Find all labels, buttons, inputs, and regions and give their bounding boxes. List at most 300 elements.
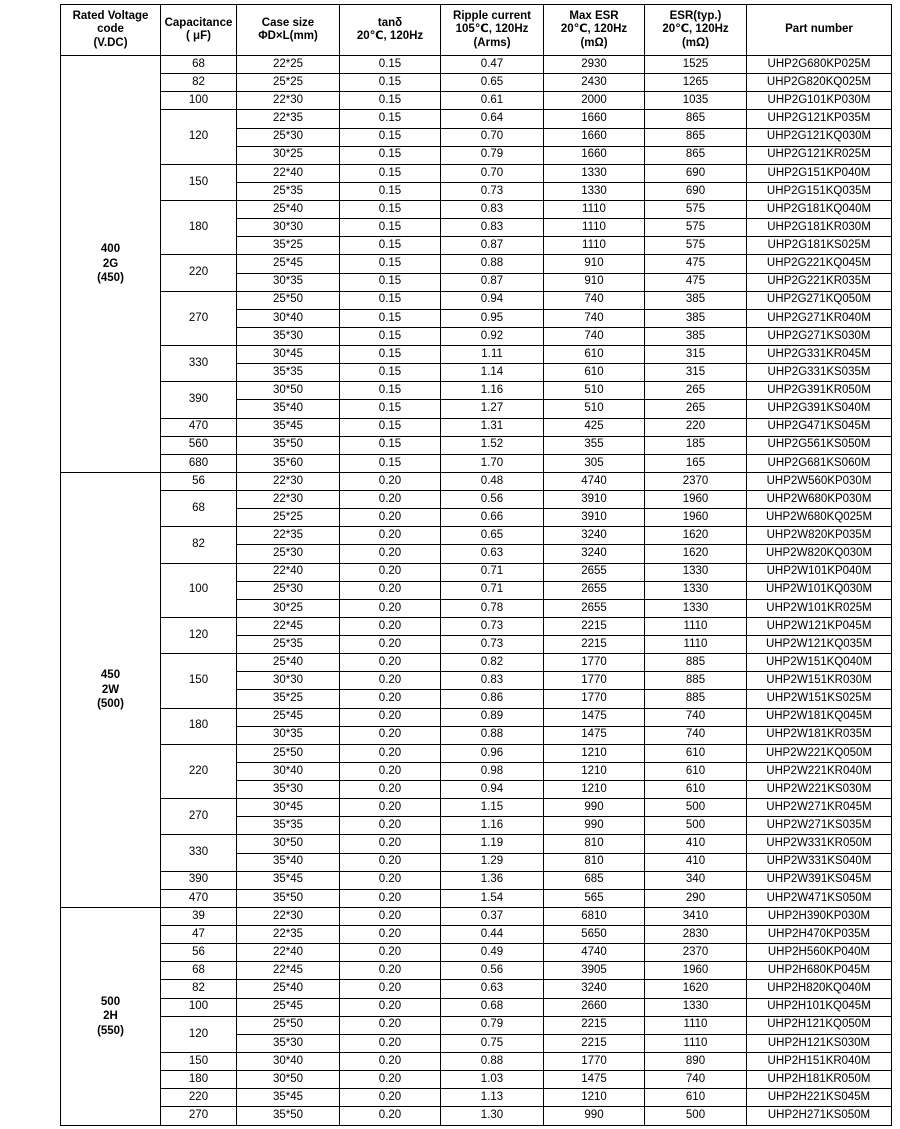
part-number-cell: UHP2W221KR040M bbox=[747, 762, 892, 780]
max-esr-cell: 4740 bbox=[544, 472, 645, 490]
case-size-cell: 22*35 bbox=[237, 926, 340, 944]
max-esr-cell: 1110 bbox=[544, 201, 645, 219]
ripple-current-cell: 0.47 bbox=[441, 56, 544, 74]
ripple-current-cell: 1.29 bbox=[441, 853, 544, 871]
part-number-cell: UHP2G271KS030M bbox=[747, 327, 892, 345]
case-size-cell: 30*50 bbox=[237, 835, 340, 853]
max-esr-cell: 810 bbox=[544, 835, 645, 853]
max-esr-cell: 3240 bbox=[544, 527, 645, 545]
esr-typ-cell: 690 bbox=[645, 164, 747, 182]
case-size-cell: 22*40 bbox=[237, 944, 340, 962]
case-size-cell: 25*50 bbox=[237, 744, 340, 762]
case-size-cell: 30*50 bbox=[237, 382, 340, 400]
max-esr-cell: 1330 bbox=[544, 164, 645, 182]
capacitance-cell: 56 bbox=[161, 944, 237, 962]
tan-delta-cell: 0.15 bbox=[340, 454, 441, 472]
table-row bbox=[61, 998, 892, 1016]
tan-delta-cell: 0.20 bbox=[340, 998, 441, 1016]
header-line: ( μF) bbox=[186, 30, 211, 42]
header-tan-delta bbox=[340, 5, 441, 56]
ripple-current-cell: 1.30 bbox=[441, 1107, 544, 1126]
part-number-cell: UHP2G151KP040M bbox=[747, 164, 892, 182]
table-row bbox=[61, 980, 892, 998]
esr-typ-cell: 290 bbox=[645, 889, 747, 907]
tan-delta-cell: 0.15 bbox=[340, 364, 441, 382]
table-row bbox=[61, 799, 892, 817]
capacitance-cell: 470 bbox=[161, 418, 237, 436]
ripple-current-cell: 1.36 bbox=[441, 871, 544, 889]
max-esr-cell: 1770 bbox=[544, 690, 645, 708]
header-line: ESR(typ.) bbox=[669, 10, 722, 23]
rated-voltage-line: 450 bbox=[100, 669, 121, 682]
tan-delta-cell: 0.20 bbox=[340, 889, 441, 907]
case-size-cell: 22*45 bbox=[237, 962, 340, 980]
esr-typ-cell: 610 bbox=[645, 744, 747, 762]
esr-typ-cell: 385 bbox=[645, 291, 747, 309]
case-size-cell: 25*50 bbox=[237, 1016, 340, 1034]
part-number-cell: UHP2W101KQ030M bbox=[747, 581, 892, 599]
max-esr-cell: 1110 bbox=[544, 219, 645, 237]
case-size-cell: 25*25 bbox=[237, 509, 340, 527]
case-size-cell: 25*45 bbox=[237, 255, 340, 273]
tan-delta-cell: 0.15 bbox=[340, 309, 441, 327]
header-line: 105℃, 120Hz bbox=[455, 23, 529, 36]
ripple-current-cell: 1.15 bbox=[441, 799, 544, 817]
tan-delta-cell: 0.20 bbox=[340, 1107, 441, 1126]
case-size-cell: 25*40 bbox=[237, 201, 340, 219]
max-esr-cell: 425 bbox=[544, 418, 645, 436]
capacitance-cell: 270 bbox=[161, 799, 237, 835]
case-size-cell: 25*50 bbox=[237, 291, 340, 309]
ripple-current-cell: 0.63 bbox=[441, 545, 544, 563]
table-row bbox=[61, 164, 892, 182]
tan-delta-cell: 0.15 bbox=[340, 110, 441, 128]
table-row bbox=[61, 527, 892, 545]
part-number-cell: UHP2G681KS060M bbox=[747, 454, 892, 472]
max-esr-cell: 510 bbox=[544, 382, 645, 400]
tan-delta-cell: 0.15 bbox=[340, 346, 441, 364]
max-esr-cell: 1210 bbox=[544, 744, 645, 762]
capacitance-cell: 220 bbox=[161, 744, 237, 798]
esr-typ-cell: 890 bbox=[645, 1052, 747, 1070]
part-number-cell: UHP2G331KR045M bbox=[747, 346, 892, 364]
rated-voltage-line: (550) bbox=[97, 1024, 124, 1037]
esr-typ-cell: 1265 bbox=[645, 74, 747, 92]
max-esr-cell: 1475 bbox=[544, 1071, 645, 1089]
esr-typ-cell: 865 bbox=[645, 128, 747, 146]
part-number-cell: UHP2W820KP035M bbox=[747, 527, 892, 545]
max-esr-cell: 305 bbox=[544, 454, 645, 472]
esr-typ-cell: 885 bbox=[645, 672, 747, 690]
max-esr-cell: 1660 bbox=[544, 110, 645, 128]
max-esr-cell: 3240 bbox=[544, 980, 645, 998]
part-number-cell: UHP2H560KP040M bbox=[747, 944, 892, 962]
header-line: Case size bbox=[261, 16, 315, 29]
case-size-cell: 25*45 bbox=[237, 708, 340, 726]
tan-delta-cell: 0.15 bbox=[340, 255, 441, 273]
case-size-cell: 22*35 bbox=[237, 527, 340, 545]
part-number-cell: UHP2W181KR035M bbox=[747, 726, 892, 744]
capacitor-spec-table bbox=[60, 4, 892, 1126]
case-size-cell: 25*40 bbox=[237, 654, 340, 672]
max-esr-cell: 5650 bbox=[544, 926, 645, 944]
capacitance-cell: 270 bbox=[161, 291, 237, 345]
max-esr-cell: 1330 bbox=[544, 182, 645, 200]
capacitance-cell: 68 bbox=[161, 56, 237, 74]
table-row bbox=[61, 1107, 892, 1126]
esr-typ-cell: 1110 bbox=[645, 636, 747, 654]
part-number-cell: UHP2W151KQ040M bbox=[747, 654, 892, 672]
part-number-cell: UHP2W680KQ025M bbox=[747, 509, 892, 527]
esr-typ-cell: 1110 bbox=[645, 1034, 747, 1052]
header-line: Part number bbox=[785, 23, 853, 36]
header-max-esr bbox=[544, 5, 645, 56]
capacitance-cell: 470 bbox=[161, 889, 237, 907]
table-row bbox=[61, 74, 892, 92]
esr-typ-cell: 1110 bbox=[645, 617, 747, 635]
header-case-size bbox=[237, 5, 340, 56]
tan-delta-cell: 0.15 bbox=[340, 418, 441, 436]
ripple-current-cell: 0.73 bbox=[441, 182, 544, 200]
max-esr-cell: 1770 bbox=[544, 654, 645, 672]
capacitance-cell: 100 bbox=[161, 563, 237, 617]
max-esr-cell: 1475 bbox=[544, 726, 645, 744]
esr-typ-cell: 1035 bbox=[645, 92, 747, 110]
esr-typ-cell: 500 bbox=[645, 817, 747, 835]
tan-delta-cell: 0.15 bbox=[340, 128, 441, 146]
part-number-cell: UHP2W221KS030M bbox=[747, 781, 892, 799]
capacitance-cell: 120 bbox=[161, 617, 237, 653]
capacitance-cell: 220 bbox=[161, 255, 237, 291]
tan-delta-cell: 0.15 bbox=[340, 92, 441, 110]
max-esr-cell: 1475 bbox=[544, 708, 645, 726]
table-row bbox=[61, 962, 892, 980]
ripple-current-cell: 0.73 bbox=[441, 636, 544, 654]
ripple-current-cell: 0.88 bbox=[441, 1052, 544, 1070]
tan-delta-cell: 0.20 bbox=[340, 672, 441, 690]
esr-typ-cell: 475 bbox=[645, 273, 747, 291]
table-row bbox=[61, 744, 892, 762]
part-number-cell: UHP2W680KP030M bbox=[747, 491, 892, 509]
part-number-cell: UHP2G221KQ045M bbox=[747, 255, 892, 273]
esr-typ-cell: 500 bbox=[645, 1107, 747, 1126]
table-row bbox=[61, 1071, 892, 1089]
tan-delta-cell: 0.15 bbox=[340, 327, 441, 345]
capacitance-cell: 180 bbox=[161, 1071, 237, 1089]
part-number-cell: UHP2H390KP030M bbox=[747, 907, 892, 925]
part-number-cell: UHP2H121KS030M bbox=[747, 1034, 892, 1052]
max-esr-cell: 6810 bbox=[544, 907, 645, 925]
ripple-current-cell: 0.83 bbox=[441, 219, 544, 237]
part-number-cell: UHP2W560KP030M bbox=[747, 472, 892, 490]
header-line: (V.DC) bbox=[93, 36, 128, 49]
esr-typ-cell: 165 bbox=[645, 454, 747, 472]
max-esr-cell: 1660 bbox=[544, 146, 645, 164]
max-esr-cell: 1770 bbox=[544, 672, 645, 690]
case-size-cell: 35*60 bbox=[237, 454, 340, 472]
ripple-current-cell: 0.96 bbox=[441, 744, 544, 762]
case-size-cell: 22*30 bbox=[237, 907, 340, 925]
tan-delta-cell: 0.20 bbox=[340, 563, 441, 581]
max-esr-cell: 3905 bbox=[544, 962, 645, 980]
case-size-cell: 30*45 bbox=[237, 346, 340, 364]
part-number-cell: UHP2H221KS045M bbox=[747, 1089, 892, 1107]
part-number-cell: UHP2G101KP030M bbox=[747, 92, 892, 110]
max-esr-cell: 685 bbox=[544, 871, 645, 889]
max-esr-cell: 2430 bbox=[544, 74, 645, 92]
ripple-current-cell: 0.94 bbox=[441, 291, 544, 309]
capacitance-cell: 120 bbox=[161, 110, 237, 164]
header-line: code bbox=[97, 23, 124, 36]
max-esr-cell: 3240 bbox=[544, 545, 645, 563]
max-esr-cell: 1110 bbox=[544, 237, 645, 255]
esr-typ-cell: 690 bbox=[645, 182, 747, 200]
case-size-cell: 35*30 bbox=[237, 781, 340, 799]
ripple-current-cell: 0.82 bbox=[441, 654, 544, 672]
table-row bbox=[61, 201, 892, 219]
max-esr-cell: 740 bbox=[544, 309, 645, 327]
table-row bbox=[61, 56, 892, 74]
max-esr-cell: 2655 bbox=[544, 581, 645, 599]
capacitance-cell: 82 bbox=[161, 527, 237, 563]
ripple-current-cell: 0.71 bbox=[441, 581, 544, 599]
esr-typ-cell: 1960 bbox=[645, 962, 747, 980]
max-esr-cell: 990 bbox=[544, 817, 645, 835]
table-row bbox=[61, 1089, 892, 1107]
part-number-cell: UHP2W101KP040M bbox=[747, 563, 892, 581]
rated-voltage-cell bbox=[61, 56, 161, 473]
ripple-current-cell: 1.70 bbox=[441, 454, 544, 472]
part-number-cell: UHP2W221KQ050M bbox=[747, 744, 892, 762]
esr-typ-cell: 1330 bbox=[645, 599, 747, 617]
header-part-number bbox=[747, 5, 892, 56]
tan-delta-cell: 0.20 bbox=[340, 781, 441, 799]
case-size-cell: 35*50 bbox=[237, 889, 340, 907]
tan-delta-cell: 0.20 bbox=[340, 636, 441, 654]
part-number-cell: UHP2W151KR030M bbox=[747, 672, 892, 690]
max-esr-cell: 2215 bbox=[544, 636, 645, 654]
tan-delta-cell: 0.20 bbox=[340, 472, 441, 490]
part-number-cell: UHP2G271KR040M bbox=[747, 309, 892, 327]
esr-typ-cell: 885 bbox=[645, 690, 747, 708]
esr-typ-cell: 385 bbox=[645, 327, 747, 345]
part-number-cell: UHP2W121KP045M bbox=[747, 617, 892, 635]
tan-delta-cell: 0.15 bbox=[340, 164, 441, 182]
capacitance-cell: 180 bbox=[161, 708, 237, 744]
part-number-cell: UHP2W181KQ045M bbox=[747, 708, 892, 726]
header-line: Max ESR bbox=[569, 10, 619, 23]
max-esr-cell: 2215 bbox=[544, 1034, 645, 1052]
table-row bbox=[61, 454, 892, 472]
ripple-current-cell: 0.86 bbox=[441, 690, 544, 708]
max-esr-cell: 3910 bbox=[544, 491, 645, 509]
part-number-cell: UHP2G561KS050M bbox=[747, 436, 892, 454]
ripple-current-cell: 0.49 bbox=[441, 944, 544, 962]
table-row bbox=[61, 1052, 892, 1070]
tan-delta-cell: 0.20 bbox=[340, 726, 441, 744]
max-esr-cell: 1210 bbox=[544, 781, 645, 799]
esr-typ-cell: 1525 bbox=[645, 56, 747, 74]
tan-delta-cell: 0.20 bbox=[340, 962, 441, 980]
tan-delta-cell: 0.20 bbox=[340, 817, 441, 835]
rated-voltage-line: 2H bbox=[103, 1010, 118, 1023]
part-number-cell: UHP2G181KS025M bbox=[747, 237, 892, 255]
esr-typ-cell: 1960 bbox=[645, 491, 747, 509]
tan-delta-cell: 0.20 bbox=[340, 871, 441, 889]
ripple-current-cell: 0.61 bbox=[441, 92, 544, 110]
max-esr-cell: 2930 bbox=[544, 56, 645, 74]
case-size-cell: 30*30 bbox=[237, 219, 340, 237]
case-size-cell: 35*50 bbox=[237, 436, 340, 454]
part-number-cell: UHP2G121KR025M bbox=[747, 146, 892, 164]
header-line: Capacitance bbox=[164, 16, 233, 29]
ripple-current-cell: 0.75 bbox=[441, 1034, 544, 1052]
capacitance-cell: 100 bbox=[161, 92, 237, 110]
capacitance-cell: 150 bbox=[161, 654, 237, 708]
tan-delta-cell: 0.15 bbox=[340, 273, 441, 291]
tan-delta-cell: 0.20 bbox=[340, 708, 441, 726]
case-size-cell: 22*35 bbox=[237, 110, 340, 128]
capacitance-cell: 390 bbox=[161, 871, 237, 889]
part-number-cell: UHP2G151KQ035M bbox=[747, 182, 892, 200]
case-size-cell: 25*45 bbox=[237, 998, 340, 1016]
capacitance-cell: 56 bbox=[161, 472, 237, 490]
max-esr-cell: 610 bbox=[544, 346, 645, 364]
table-row bbox=[61, 617, 892, 635]
esr-typ-cell: 865 bbox=[645, 146, 747, 164]
case-size-cell: 35*25 bbox=[237, 690, 340, 708]
case-size-cell: 25*25 bbox=[237, 74, 340, 92]
ripple-current-cell: 0.95 bbox=[441, 309, 544, 327]
esr-typ-cell: 265 bbox=[645, 382, 747, 400]
case-size-cell: 25*30 bbox=[237, 128, 340, 146]
ripple-current-cell: 0.65 bbox=[441, 74, 544, 92]
part-number-cell: UHP2H271KS050M bbox=[747, 1107, 892, 1126]
part-number-cell: UHP2H151KR040M bbox=[747, 1052, 892, 1070]
table-row bbox=[61, 654, 892, 672]
esr-typ-cell: 2370 bbox=[645, 472, 747, 490]
ripple-current-cell: 0.94 bbox=[441, 781, 544, 799]
tan-delta-cell: 0.15 bbox=[340, 382, 441, 400]
ripple-current-cell: 0.70 bbox=[441, 164, 544, 182]
esr-typ-cell: 315 bbox=[645, 346, 747, 364]
header-line: (Arms) bbox=[473, 36, 511, 49]
esr-typ-cell: 740 bbox=[645, 1071, 747, 1089]
tan-delta-cell: 0.20 bbox=[340, 1016, 441, 1034]
table-row bbox=[61, 871, 892, 889]
tan-delta-cell: 0.15 bbox=[340, 237, 441, 255]
capacitance-cell: 180 bbox=[161, 201, 237, 255]
rated-voltage-cell bbox=[61, 907, 161, 1125]
case-size-cell: 35*40 bbox=[237, 400, 340, 418]
tan-delta-cell: 0.20 bbox=[340, 491, 441, 509]
table-row bbox=[61, 472, 892, 490]
tan-delta-cell: 0.20 bbox=[340, 617, 441, 635]
max-esr-cell: 2660 bbox=[544, 998, 645, 1016]
tan-delta-cell: 0.20 bbox=[340, 980, 441, 998]
case-size-cell: 30*35 bbox=[237, 273, 340, 291]
case-size-cell: 30*40 bbox=[237, 1052, 340, 1070]
part-number-cell: UHP2G331KS035M bbox=[747, 364, 892, 382]
max-esr-cell: 565 bbox=[544, 889, 645, 907]
esr-typ-cell: 475 bbox=[645, 255, 747, 273]
max-esr-cell: 2655 bbox=[544, 599, 645, 617]
tan-delta-cell: 0.20 bbox=[340, 762, 441, 780]
tan-delta-cell: 0.20 bbox=[340, 545, 441, 563]
tan-delta-cell: 0.20 bbox=[340, 744, 441, 762]
part-number-cell: UHP2G471KS045M bbox=[747, 418, 892, 436]
table-row bbox=[61, 291, 892, 309]
tan-delta-cell: 0.15 bbox=[340, 219, 441, 237]
rated-voltage-line: 500 bbox=[100, 995, 121, 1008]
tan-delta-cell: 0.15 bbox=[340, 182, 441, 200]
case-size-cell: 30*40 bbox=[237, 309, 340, 327]
esr-typ-cell: 315 bbox=[645, 364, 747, 382]
table-row bbox=[61, 944, 892, 962]
max-esr-cell: 1210 bbox=[544, 1089, 645, 1107]
ripple-current-cell: 1.16 bbox=[441, 382, 544, 400]
max-esr-cell: 990 bbox=[544, 799, 645, 817]
ripple-current-cell: 0.37 bbox=[441, 907, 544, 925]
max-esr-cell: 2215 bbox=[544, 617, 645, 635]
max-esr-cell: 1660 bbox=[544, 128, 645, 146]
tan-delta-cell: 0.20 bbox=[340, 1089, 441, 1107]
case-size-cell: 22*40 bbox=[237, 563, 340, 581]
part-number-cell: UHP2H680KP045M bbox=[747, 962, 892, 980]
table-row bbox=[61, 346, 892, 364]
esr-typ-cell: 1330 bbox=[645, 563, 747, 581]
table-row bbox=[61, 563, 892, 581]
part-number-cell: UHP2G680KP025M bbox=[747, 56, 892, 74]
max-esr-cell: 2215 bbox=[544, 1016, 645, 1034]
rated-voltage-cell bbox=[61, 472, 161, 907]
part-number-cell: UHP2H121KQ050M bbox=[747, 1016, 892, 1034]
ripple-current-cell: 0.66 bbox=[441, 509, 544, 527]
tan-delta-cell: 0.15 bbox=[340, 56, 441, 74]
header-esr-typ bbox=[645, 5, 747, 56]
ripple-current-cell: 1.54 bbox=[441, 889, 544, 907]
case-size-cell: 22*30 bbox=[237, 472, 340, 490]
table-row bbox=[61, 708, 892, 726]
capacitance-cell: 330 bbox=[161, 346, 237, 382]
ripple-current-cell: 1.14 bbox=[441, 364, 544, 382]
esr-typ-cell: 1330 bbox=[645, 998, 747, 1016]
capacitance-cell: 150 bbox=[161, 164, 237, 200]
part-number-cell: UHP2W471KS050M bbox=[747, 889, 892, 907]
part-number-cell: UHP2G121KQ030M bbox=[747, 128, 892, 146]
esr-typ-cell: 185 bbox=[645, 436, 747, 454]
part-number-cell: UHP2H820KQ040M bbox=[747, 980, 892, 998]
esr-typ-cell: 1110 bbox=[645, 1016, 747, 1034]
part-number-cell: UHP2H470KP035M bbox=[747, 926, 892, 944]
ripple-current-cell: 1.16 bbox=[441, 817, 544, 835]
ripple-current-cell: 0.44 bbox=[441, 926, 544, 944]
rated-voltage-line: (500) bbox=[97, 698, 124, 711]
case-size-cell: 35*30 bbox=[237, 327, 340, 345]
capacitance-cell: 560 bbox=[161, 436, 237, 454]
tan-delta-cell: 0.15 bbox=[340, 74, 441, 92]
ripple-current-cell: 1.27 bbox=[441, 400, 544, 418]
part-number-cell: UHP2W391KS045M bbox=[747, 871, 892, 889]
case-size-cell: 22*30 bbox=[237, 491, 340, 509]
max-esr-cell: 740 bbox=[544, 327, 645, 345]
tan-delta-cell: 0.20 bbox=[340, 1071, 441, 1089]
case-size-cell: 25*35 bbox=[237, 182, 340, 200]
esr-typ-cell: 885 bbox=[645, 654, 747, 672]
part-number-cell: UHP2W331KS040M bbox=[747, 853, 892, 871]
capacitance-cell: 270 bbox=[161, 1107, 237, 1126]
part-number-cell: UHP2G121KP035M bbox=[747, 110, 892, 128]
